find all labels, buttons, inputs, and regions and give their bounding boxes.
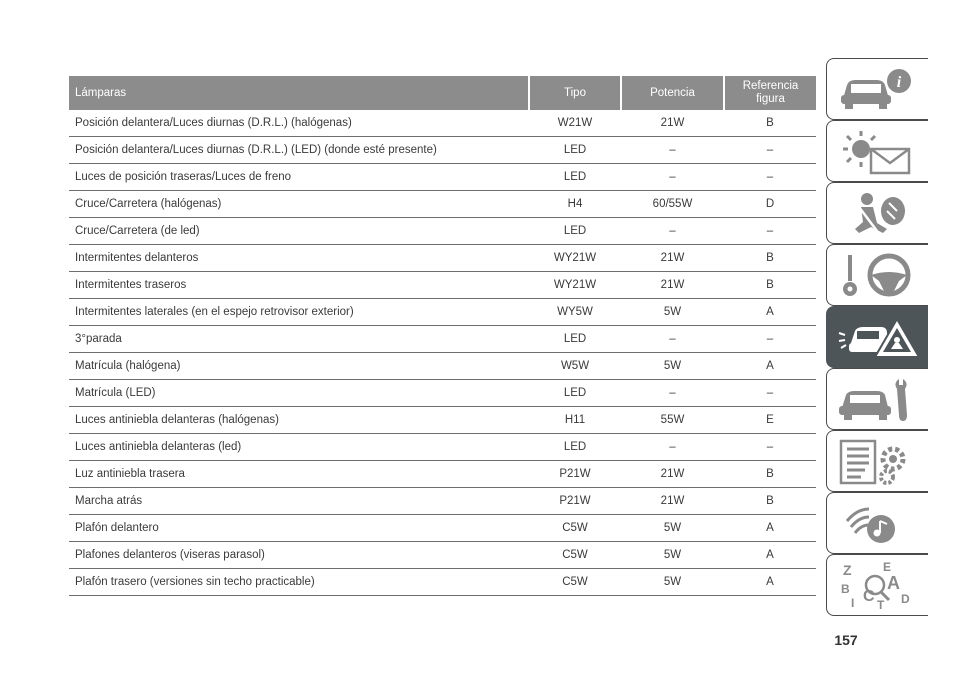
cell-lamp: Luz antiniebla trasera bbox=[69, 461, 529, 488]
index-letter-a: A bbox=[887, 573, 900, 593]
cell-reference: A bbox=[724, 353, 816, 380]
index-letter-e: E bbox=[883, 561, 892, 574]
svg-text:i: i bbox=[896, 74, 902, 91]
cell-lamp: Intermitentes traseros bbox=[69, 272, 529, 299]
alphabetical-index-icon bbox=[837, 561, 921, 611]
table-row bbox=[69, 353, 816, 380]
table-row bbox=[69, 434, 816, 461]
steering-key-icon bbox=[837, 251, 921, 301]
cell-reference: E bbox=[724, 407, 816, 434]
header-power: Potencia bbox=[621, 76, 724, 110]
warning-lights-icon bbox=[837, 127, 921, 177]
header-type: Tipo bbox=[529, 76, 621, 110]
cell-power: 5W bbox=[621, 569, 724, 596]
cell-reference: A bbox=[724, 515, 816, 542]
cell-type: C5W bbox=[529, 569, 621, 596]
cell-type: LED bbox=[529, 218, 621, 245]
airbag-safety-icon bbox=[837, 189, 921, 239]
cell-type: P21W bbox=[529, 461, 621, 488]
cell-reference: B bbox=[724, 461, 816, 488]
cell-power: 5W bbox=[621, 299, 724, 326]
cell-reference: – bbox=[724, 218, 816, 245]
tab-emergency[interactable] bbox=[826, 306, 928, 368]
cell-reference: A bbox=[724, 299, 816, 326]
cell-lamp: Posición delantera/Luces diurnas (D.R.L.) (halógenas) bbox=[69, 110, 529, 137]
tab-safety[interactable] bbox=[826, 182, 928, 244]
cell-type: C5W bbox=[529, 515, 621, 542]
page-number: 157 bbox=[834, 632, 858, 648]
cell-reference: B bbox=[724, 110, 816, 137]
cell-reference: B bbox=[724, 488, 816, 515]
cell-lamp: Intermitentes delanteros bbox=[69, 245, 529, 272]
cell-lamp: Plafón delantero bbox=[69, 515, 529, 542]
cell-type: LED bbox=[529, 137, 621, 164]
cell-power: 5W bbox=[621, 515, 724, 542]
cell-lamp: Matrícula (LED) bbox=[69, 380, 529, 407]
cell-reference: – bbox=[724, 137, 816, 164]
header-reference bbox=[724, 76, 816, 110]
table-row bbox=[69, 569, 816, 596]
cell-power: – bbox=[621, 326, 724, 353]
table-row bbox=[69, 218, 816, 245]
cell-type: H11 bbox=[529, 407, 621, 434]
cell-power: – bbox=[621, 218, 724, 245]
cell-lamp: Plafón trasero (versiones sin techo practicable) bbox=[69, 569, 529, 596]
cell-type: WY21W bbox=[529, 245, 621, 272]
table-row bbox=[69, 488, 816, 515]
table-row bbox=[69, 164, 816, 191]
cell-type: LED bbox=[529, 164, 621, 191]
index-letter-i: I bbox=[851, 596, 855, 610]
cell-reference: – bbox=[724, 380, 816, 407]
cell-power: 21W bbox=[621, 272, 724, 299]
table-row bbox=[69, 299, 816, 326]
cell-power: – bbox=[621, 380, 724, 407]
cell-type: LED bbox=[529, 434, 621, 461]
cell-type: C5W bbox=[529, 542, 621, 569]
cell-lamp: Marcha atrás bbox=[69, 488, 529, 515]
index-letter-t: T bbox=[877, 598, 885, 611]
table-row bbox=[69, 272, 816, 299]
cell-power: 21W bbox=[621, 488, 724, 515]
cell-type: WY5W bbox=[529, 299, 621, 326]
cell-reference: B bbox=[724, 245, 816, 272]
table-row bbox=[69, 380, 816, 407]
table-row bbox=[69, 515, 816, 542]
tab-alphabetical-index[interactable] bbox=[826, 554, 928, 616]
cell-lamp: Cruce/Carretera (halógenas) bbox=[69, 191, 529, 218]
cell-reference: – bbox=[724, 164, 816, 191]
cell-lamp: Matrícula (halógena) bbox=[69, 353, 529, 380]
cell-type: H4 bbox=[529, 191, 621, 218]
cell-lamp: 3°parada bbox=[69, 326, 529, 353]
cell-reference: A bbox=[724, 569, 816, 596]
tab-warning-lights[interactable] bbox=[826, 120, 928, 182]
tab-car-info[interactable] bbox=[826, 58, 928, 120]
cell-lamp: Plafones delanteros (viseras parasol) bbox=[69, 542, 529, 569]
cell-power: 21W bbox=[621, 461, 724, 488]
tab-technical-data[interactable] bbox=[826, 430, 928, 492]
cell-power: – bbox=[621, 434, 724, 461]
cell-power: – bbox=[621, 137, 724, 164]
cell-power: 21W bbox=[621, 110, 724, 137]
cell-type: W5W bbox=[529, 353, 621, 380]
table-row bbox=[69, 245, 816, 272]
cell-power: 55W bbox=[621, 407, 724, 434]
header-reference-line1: Referencia bbox=[742, 80, 799, 92]
cell-lamp: Luces antiniebla delanteras (led) bbox=[69, 434, 529, 461]
cell-lamp: Luces antiniebla delanteras (halógenas) bbox=[69, 407, 529, 434]
cell-type: WY21W bbox=[529, 272, 621, 299]
tab-maintenance[interactable] bbox=[826, 368, 928, 430]
cell-reference: A bbox=[724, 542, 816, 569]
cell-lamp: Luces de posición traseras/Luces de freno bbox=[69, 164, 529, 191]
cell-power: 5W bbox=[621, 542, 724, 569]
table-row bbox=[69, 137, 816, 164]
cell-lamp: Posición delantera/Luces diurnas (D.R.L.) (LED) (donde esté presente) bbox=[69, 137, 529, 164]
cell-reference: – bbox=[724, 326, 816, 353]
table-body bbox=[69, 110, 816, 596]
cell-power: 5W bbox=[621, 353, 724, 380]
cell-reference: – bbox=[724, 434, 816, 461]
tab-starting-driving[interactable] bbox=[826, 244, 928, 306]
cell-type: LED bbox=[529, 380, 621, 407]
cell-reference: B bbox=[724, 272, 816, 299]
car-maintenance-icon bbox=[837, 375, 921, 425]
table-row bbox=[69, 407, 816, 434]
tab-multimedia[interactable] bbox=[826, 492, 928, 554]
index-letter-c: C bbox=[863, 588, 875, 605]
multimedia-icon bbox=[837, 499, 921, 549]
cell-lamp: Intermitentes laterales (en el espejo retrovisor exterior) bbox=[69, 299, 529, 326]
table-row bbox=[69, 191, 816, 218]
table-row bbox=[69, 542, 816, 569]
table-header-row bbox=[69, 76, 816, 110]
cell-type: LED bbox=[529, 326, 621, 353]
index-letter-d: D bbox=[901, 592, 910, 606]
cell-lamp: Cruce/Carretera (de led) bbox=[69, 218, 529, 245]
cell-type: P21W bbox=[529, 488, 621, 515]
cell-reference: D bbox=[724, 191, 816, 218]
cell-power: 21W bbox=[621, 245, 724, 272]
cell-power: – bbox=[621, 164, 724, 191]
index-letter-z: Z bbox=[843, 562, 852, 578]
technical-data-icon bbox=[837, 437, 921, 487]
cell-type: W21W bbox=[529, 110, 621, 137]
car-info-icon bbox=[837, 65, 921, 115]
index-letter-b: B bbox=[841, 582, 850, 596]
table-row bbox=[69, 326, 816, 353]
header-reference-line2: figura bbox=[756, 93, 785, 105]
table-row bbox=[69, 461, 816, 488]
lamp-table bbox=[69, 76, 816, 596]
cell-power: 60/55W bbox=[621, 191, 724, 218]
car-emergency-icon bbox=[837, 313, 921, 363]
table-row bbox=[69, 110, 816, 137]
header-lamps: Lámparas bbox=[69, 76, 529, 110]
